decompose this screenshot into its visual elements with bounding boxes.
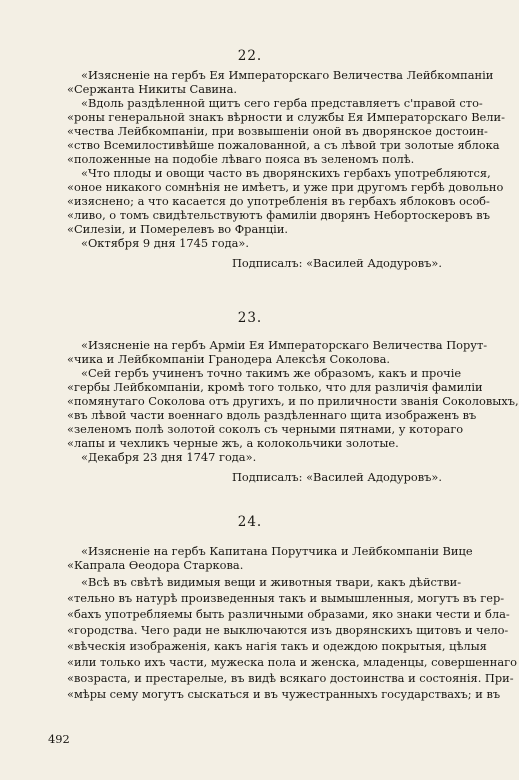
section-number-23: 23. [237, 310, 263, 326]
s22-p3-line-1: «Что плоды и овощи часто въ дворянскихъ гербахъ употребляются, [81, 166, 491, 180]
s24-p2-line-4: «городства. Чего ради не выключаются изъ дворянскихъ щитовъ и чело- [67, 623, 509, 637]
s24-heading-line-1: «Изясненіе на гербъ Капитана Порутчика и Лейбкомпаніи Вице [81, 544, 473, 558]
s24-heading-line-2: «Капрала Өеодора Старкова. [67, 558, 244, 572]
s22-p3-line-5: «Силезіи, и Померелевъ во Франціи. [67, 222, 289, 236]
s24-p2-line-2: «тельно въ натурѣ произведенныя такъ и вымышленныя, могутъ въ гер- [67, 591, 505, 605]
s24-p2-line-1: «Всѣ въ свѣтѣ видимыя вещи и животныя твари, какъ дѣйстви- [81, 575, 462, 589]
s23-p2-line-4: «въ лѣвой части военнаго вдоль раздѣленнаго щита изображенъ въ [67, 408, 477, 422]
s22-p2-line-4: «ство Всемилостивѣйше пожалованной, а съ лѣвой три золотые яблока [67, 138, 500, 152]
s24-p2-line-3: «бахъ употребляемы быть различными образами, яко знаки чести и бла- [67, 607, 510, 621]
s22-p3-line-2: «оное никакого сомнѣнія не имѣетъ, и уже при другомъ гербѣ довольно [67, 180, 504, 194]
s22-p2-line-1: «Вдоль раздѣленной щитъ сего герба представляетъ с'правой сто- [81, 96, 483, 110]
s22-heading-line-1: «Изясненіе на гербъ Ея Императорскаго Величества Лейбкомпаніи [81, 68, 494, 82]
s24-p2-line-6: «или только ихъ части, мужеска пола и женска, младенцы, совершеннаго [67, 655, 517, 669]
section-number-22: 22. [237, 48, 263, 64]
s23-p2-line-1: «Сей гербъ учиненъ точно такимъ же образомъ, какъ и прочіе [81, 366, 462, 380]
s22-p2-line-3: «чества Лейбкомпаніи, при возвышеніи оной въ дворянское достоин- [67, 124, 488, 138]
s23-heading-line-1: «Изясненіе на гербъ Арміи Ея Императорскаго Величества Порут- [81, 338, 488, 352]
s23-p2-line-6: «лапы и чехликъ черные жъ, а колокольчики золотые. [67, 436, 399, 450]
s22-p3-line-4: «ливо, о томъ свидѣтельствуютъ фамиліи дворянъ Небортоскеровъ въ [67, 208, 490, 222]
s23-heading-line-2: «чика и Лейбкомпаніи Гранодера Алексѣя Соколова. [67, 352, 390, 366]
s22-p2-line-5: «положенные на подобіе лѣваго пояса въ зеленомъ полѣ. [67, 152, 415, 166]
s22-p3-line-3: «изяснено; а что касается до употребленія въ гербахъ яблоковъ особ- [67, 194, 490, 208]
s24-p2-line-7: «возраста, и престарелые, въ видѣ всякаго достоинства и состоянія. При- [67, 671, 514, 685]
s23-p2-line-5: «зеленомъ полѣ золотой соколъ съ черными пятнами, у котораго [67, 422, 464, 436]
s22-date: «Октября 9 дня 1745 года». [81, 236, 249, 250]
s23-p2-line-2: «гербы Лейбкомпаніи, кромѣ того только, что для различія фамиліи [67, 380, 483, 394]
s23-p2-line-3: «помянутаго Соколова отъ другихъ, и по приличности званія Соколовыхъ, [67, 394, 519, 408]
s24-p2-line-8: «мѣры сему могутъ сыскаться и въ чужестранныхъ государствахъ; и въ [67, 687, 501, 701]
page-number: 492 [48, 732, 70, 746]
section-number-24: 24. [237, 514, 263, 530]
s23-signature: Подписалъ: «Василей Адодуровъ». [231, 470, 442, 484]
s22-p2-line-2: «роны генеральной знакъ вѣрности и службы Ея Императорскаго Вели- [67, 110, 505, 124]
s22-heading-line-2: «Сержанта Никиты Савина. [67, 82, 238, 96]
s24-p2-line-5: «вѣческія изображенія, какъ нагія такъ и одеждою покрытыя, цѣлыя [67, 639, 487, 653]
s22-signature: Подписалъ: «Василей Адодуровъ». [231, 256, 442, 270]
s23-date: «Декабря 23 дня 1747 года». [81, 450, 257, 464]
